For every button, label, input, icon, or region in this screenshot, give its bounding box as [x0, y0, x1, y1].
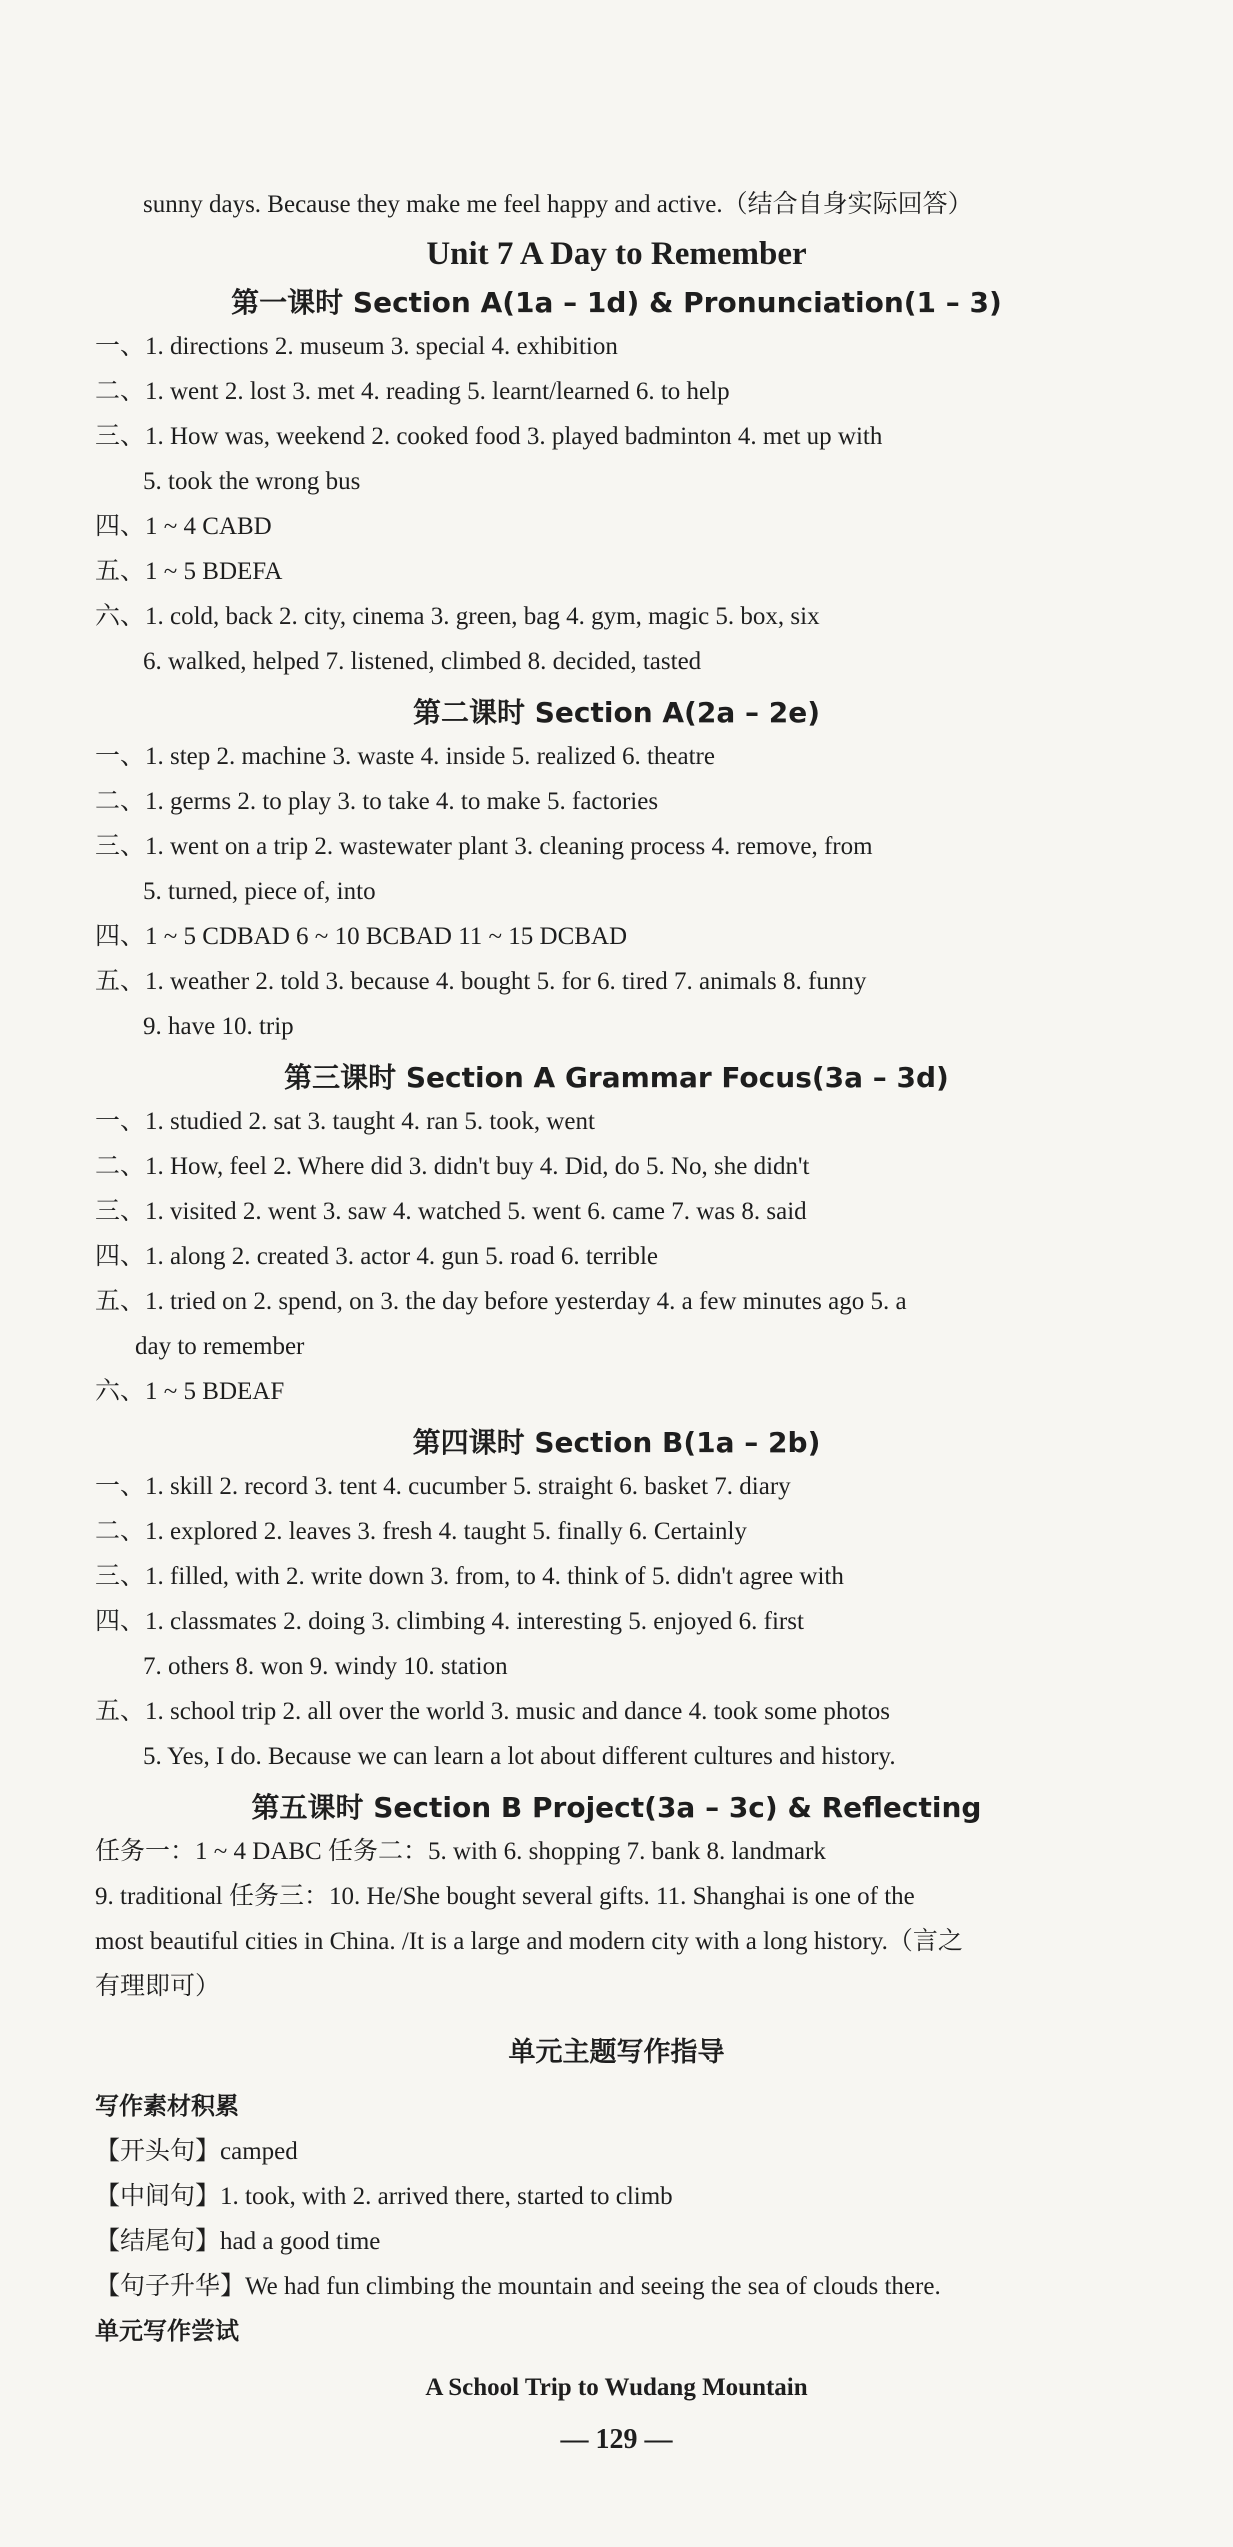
- unit-title: Unit 7 A Day to Remember: [426, 236, 807, 272]
- lesson3-heading: 第三课时 Section A Grammar Focus(3a – 3d): [284, 1061, 949, 1094]
- writing-attempt-label: 单元写作尝试: [95, 2317, 239, 2345]
- answer-line: 5. took the wrong bus: [143, 468, 361, 495]
- answer-line: 五、1. weather 2. told 3. because 4. bought 5. for 6. tired 7. animals 8. funny: [95, 968, 867, 995]
- answer-line: 有理即可）: [95, 1973, 221, 2000]
- answer-line: 五、1. tried on 2. spend, on 3. the day before yesterday 4. a few minutes ago 5. a: [95, 1288, 907, 1315]
- answer-line: 四、1 ~ 5 CDBAD 6 ~ 10 BCBAD 11 ~ 15 DCBAD: [95, 923, 628, 950]
- answer-line: 五、1 ~ 5 BDEFA: [95, 558, 283, 585]
- answer-line: 五、1. school trip 2. all over the world 3. music and dance 4. took some photos: [95, 1698, 891, 1725]
- answer-line: 7. others 8. won 9. windy 10. station: [143, 1653, 508, 1680]
- writing-line: 【结尾句】had a good time: [95, 2228, 381, 2255]
- answer-line: 三、1. visited 2. went 3. saw 4. watched 5. went 6. came 7. was 8. said: [95, 1198, 807, 1225]
- lesson1-heading: 第一课时 Section A(1a – 1d) & Pronunciation(1 – 3): [231, 286, 1002, 319]
- top-line: sunny days. Because they make me feel happy and active.（结合自身实际回答）: [143, 191, 973, 218]
- lesson4-heading: 第四课时 Section B(1a – 2b): [412, 1426, 821, 1459]
- answer-line: 二、1. explored 2. leaves 3. fresh 4. taught 5. finally 6. Certainly: [95, 1518, 747, 1545]
- answer-line: 一、1. studied 2. sat 3. taught 4. ran 5. took, went: [95, 1108, 595, 1135]
- lesson5-heading: 第五课时 Section B Project(3a – 3c) & Reflecting: [251, 1791, 982, 1824]
- answer-line: 三、1. went on a trip 2. wastewater plant 3. cleaning process 4. remove, from: [95, 833, 873, 860]
- answer-line: 一、1. skill 2. record 3. tent 4. cucumber 5. straight 6. basket 7. diary: [95, 1473, 791, 1500]
- answer-line: 二、1. How, feel 2. Where did 3. didn't buy 4. Did, do 5. No, she didn't: [95, 1153, 810, 1180]
- writing-materials-label: 写作素材积累: [95, 2092, 239, 2120]
- answer-line: 二、1. went 2. lost 3. met 4. reading 5. learnt/learned 6. to help: [95, 378, 730, 405]
- answer-line: 三、1. How was, weekend 2. cooked food 3. played badminton 4. met up with: [95, 423, 883, 450]
- answer-line: 一、1. step 2. machine 3. waste 4. inside 5. realized 6. theatre: [95, 743, 715, 770]
- answer-line: 9. have 10. trip: [143, 1013, 294, 1040]
- lesson2-heading: 第二课时 Section A(2a – 2e): [412, 696, 820, 729]
- writing-line: 【中间句】1. took, with 2. arrived there, started to climb: [95, 2183, 673, 2210]
- answer-line: 5. Yes, I do. Because we can learn a lot about different cultures and history.: [143, 1743, 896, 1770]
- answer-line: day to remember: [135, 1333, 305, 1360]
- writing-line: 【开头句】camped: [95, 2138, 298, 2165]
- answer-line: 六、1. cold, back 2. city, cinema 3. green, bag 4. gym, magic 5. box, six: [95, 603, 820, 630]
- answer-line: 三、1. filled, with 2. write down 3. from, to 4. think of 5. didn't agree with: [95, 1563, 844, 1590]
- answer-line: 二、1. germs 2. to play 3. to take 4. to make 5. factories: [95, 788, 659, 815]
- writing-heading: 单元主题写作指导: [508, 2037, 725, 2068]
- answer-line: 5. turned, piece of, into: [143, 878, 376, 905]
- answer-line: 四、1. classmates 2. doing 3. climbing 4. interesting 5. enjoyed 6. first: [95, 1608, 804, 1635]
- answer-line: most beautiful cities in China. /It is a large and modern city with a long history.（言之: [95, 1928, 963, 1955]
- answer-line: 6. walked, helped 7. listened, climbed 8. decided, tasted: [143, 648, 702, 675]
- answer-line: 四、1. along 2. created 3. actor 4. gun 5. road 6. terrible: [95, 1243, 659, 1270]
- article-title: A School Trip to Wudang Mountain: [425, 2374, 808, 2401]
- answer-line: 9. traditional 任务三：10. He/She bought several gifts. 11. Shanghai is one of the: [95, 1883, 915, 1910]
- answer-line: 六、1 ~ 5 BDEAF: [95, 1378, 285, 1405]
- answer-line: 四、1 ~ 4 CABD: [95, 513, 272, 540]
- answer-line: 一、1. directions 2. museum 3. special 4. exhibition: [95, 333, 618, 360]
- writing-line: 【句子升华】We had fun climbing the mountain and seeing the sea of clouds there.: [95, 2273, 941, 2300]
- answer-line: 任务一：1 ~ 4 DABC 任务二：5. with 6. shopping 7. bank 8. landmark: [95, 1838, 826, 1865]
- page-number: — 129 —: [560, 2424, 673, 2455]
